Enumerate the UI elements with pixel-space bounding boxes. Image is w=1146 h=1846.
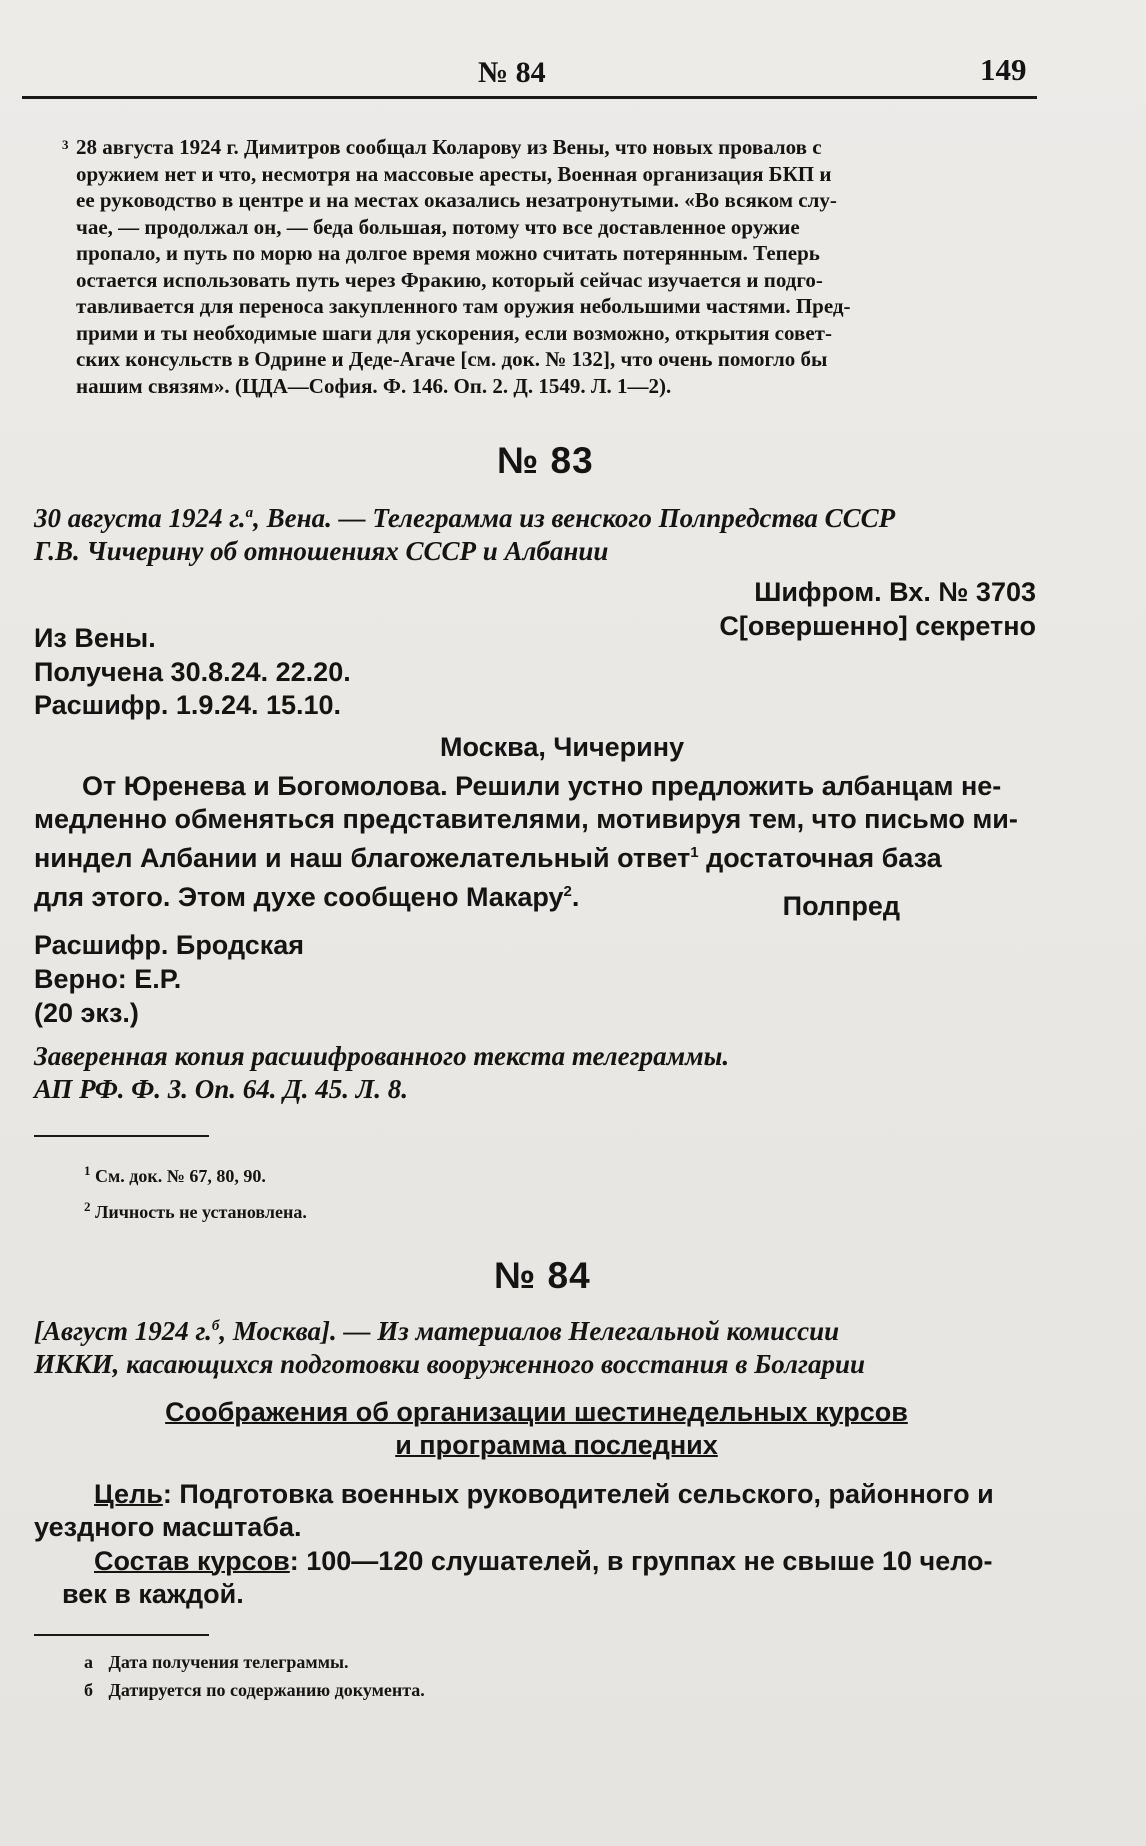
footnote-line: прими и ты необходимые шаги для ускорения, если возможно, открытия совет- — [76, 320, 832, 345]
text-fragment: . — [571, 882, 580, 912]
doc-83-title-date: 30 августа 1924 г. — [34, 503, 246, 533]
footnote-marker: 3 — [62, 137, 69, 152]
footnote-line: чае, — продолжал он, — беда большая, потому что все доставленное оружие — [76, 214, 800, 239]
doc-83-title-note-marker: а — [245, 505, 254, 521]
footnote-line: пропало, и путь по морю на долгое время можно считать потерянным. Теперь — [76, 241, 820, 265]
text-fragment: достаточная база — [698, 843, 942, 873]
footnote-text: Дата получения телеграммы. — [108, 1652, 349, 1672]
archive-line: Заверенная копия расшифрованного текста телеграммы. — [34, 1041, 730, 1071]
page-number: 149 — [980, 52, 1027, 87]
archive-line: АП РФ. Ф. 3. Оп. 64. Д. 45. Л. 8. — [34, 1074, 408, 1104]
doc-83-copies: (20 экз.) — [34, 998, 139, 1028]
note-marker: 1 — [690, 844, 699, 861]
doc-84-title-line2: ИККИ, касающихся подготовки вооруженного восстания в Болгарии — [34, 1349, 865, 1379]
footnote-3 — [62, 134, 1038, 399]
note-marker: 2 — [563, 883, 572, 900]
footnote-rule — [34, 1634, 209, 1636]
goal-text-line2: уездного масштаба. — [34, 1512, 302, 1542]
footnote-line: ских консульств в Одрине и Деде-Агаче [см. док. № 132], что очень помогло бы — [76, 347, 828, 371]
doc-84-title-rest: , Москва]. — Из материалов Нелегальной комиссии — [219, 1316, 840, 1346]
doc-83-footnote-2 — [84, 1194, 307, 1225]
doc-84-goal — [34, 1478, 1039, 1544]
footnote-rule — [34, 1135, 209, 1137]
footnote-text: Датируется по содержанию документа. — [108, 1680, 425, 1700]
heading-line: Соображения об организации шестинедельных курсов — [165, 1397, 908, 1427]
doc-83-title-rest: , Вена. — Телеграмма из венского Полпредства СССР — [253, 503, 896, 533]
text-line: От Юренева и Богомолова. Решили устно предложить албанцам не- — [82, 771, 1002, 801]
doc-83-decrypted: Расшифр. 1.9.24. 15.10. — [34, 690, 342, 720]
doc-84-title — [34, 1310, 1039, 1381]
goal-text: : Подготовка военных руководителей сельского, районного и — [162, 1479, 994, 1509]
doc-83-secrecy: С[овершенно] секретно — [719, 611, 1036, 641]
doc-83-archive-reference — [34, 1040, 1039, 1106]
footnote-line: 28 августа 1924 г. Димитров сообщал Коларову из Вены, что новых провалов с — [76, 135, 822, 159]
footnote-marker: 2 — [84, 1199, 91, 1214]
doc-84-title-note-marker: б — [211, 1318, 220, 1334]
composition-label: Состав курсов — [94, 1546, 290, 1576]
footnote-line: остается использовать путь через Фракию, который сейчас изучается и подго- — [76, 267, 823, 292]
doc-84-heading — [34, 1396, 1039, 1462]
footnote-marker: а — [84, 1652, 93, 1672]
goal-label: Цель — [94, 1479, 163, 1509]
doc-83-addressee: Москва, Чичерину — [440, 732, 685, 762]
doc-83-cipher: Шифром. Вх. № 3703 — [754, 577, 1036, 607]
footnote-marker: б — [84, 1680, 93, 1700]
doc-83-title-line2: Г.В. Чичерину об отношениях СССР и Албании — [34, 536, 609, 566]
composition-text: : 100—120 слушателей, в группах не свыше 10 чело- — [289, 1546, 993, 1576]
footnote-text: См. док. № 67, 80, 90. — [95, 1166, 266, 1186]
heading-line: и программа последних — [395, 1430, 718, 1460]
doc-83-verified: Верно: Е.Р. — [34, 964, 182, 994]
doc-84-title-date: [Август 1924 г. — [34, 1316, 212, 1346]
doc-83-received: Получена 30.8.24. 22.20. — [34, 657, 351, 687]
composition-text-line2: век в каждой. — [62, 1579, 244, 1609]
doc-83-footnote-1 — [84, 1158, 266, 1189]
text-line: медленно обменяться представителями, мотивируя тем, что письмо ми- — [34, 804, 1018, 834]
footnote-marker: 1 — [84, 1163, 91, 1178]
footnote-line: нашим связям». (ЦДА—София. Ф. 146. Оп. 2. Д. 1549. Л. 1—2). — [76, 373, 672, 398]
doc-83-from: Из Вены. — [34, 623, 156, 653]
text-line — [34, 836, 1039, 875]
doc-83-number: № 83 — [497, 440, 594, 481]
footnote-line: ее руководство в центре и на местах оказались незатронутыми. «Во всяком слу- — [76, 188, 837, 212]
doc-83-signature: Полпред — [782, 891, 900, 921]
doc-84-composition — [34, 1545, 1039, 1611]
running-header-doc-number: № 84 — [478, 56, 546, 89]
header-rule — [22, 96, 1037, 99]
doc-83-title — [34, 497, 1039, 568]
footnote-text: Личность не установлена. — [95, 1202, 307, 1222]
doc-84-footnote-b — [84, 1678, 425, 1703]
footnote-line: тавливается для переноса закупленного там оружия небольшими частями. Пред- — [76, 294, 851, 318]
doc-84-number: № 84 — [494, 1255, 591, 1296]
doc-84-footnote-a — [84, 1650, 349, 1675]
doc-83-decryptor: Расшифр. Бродская — [34, 930, 305, 960]
text-fragment: для этого. Этом духе сообщено Макару — [34, 882, 564, 912]
footnote-line: оружием нет и что, несмотря на массовые аресты, Военная организация БКП и — [76, 161, 832, 186]
text-fragment: ниндел Албании и наш благожелательный ответ — [34, 843, 691, 873]
